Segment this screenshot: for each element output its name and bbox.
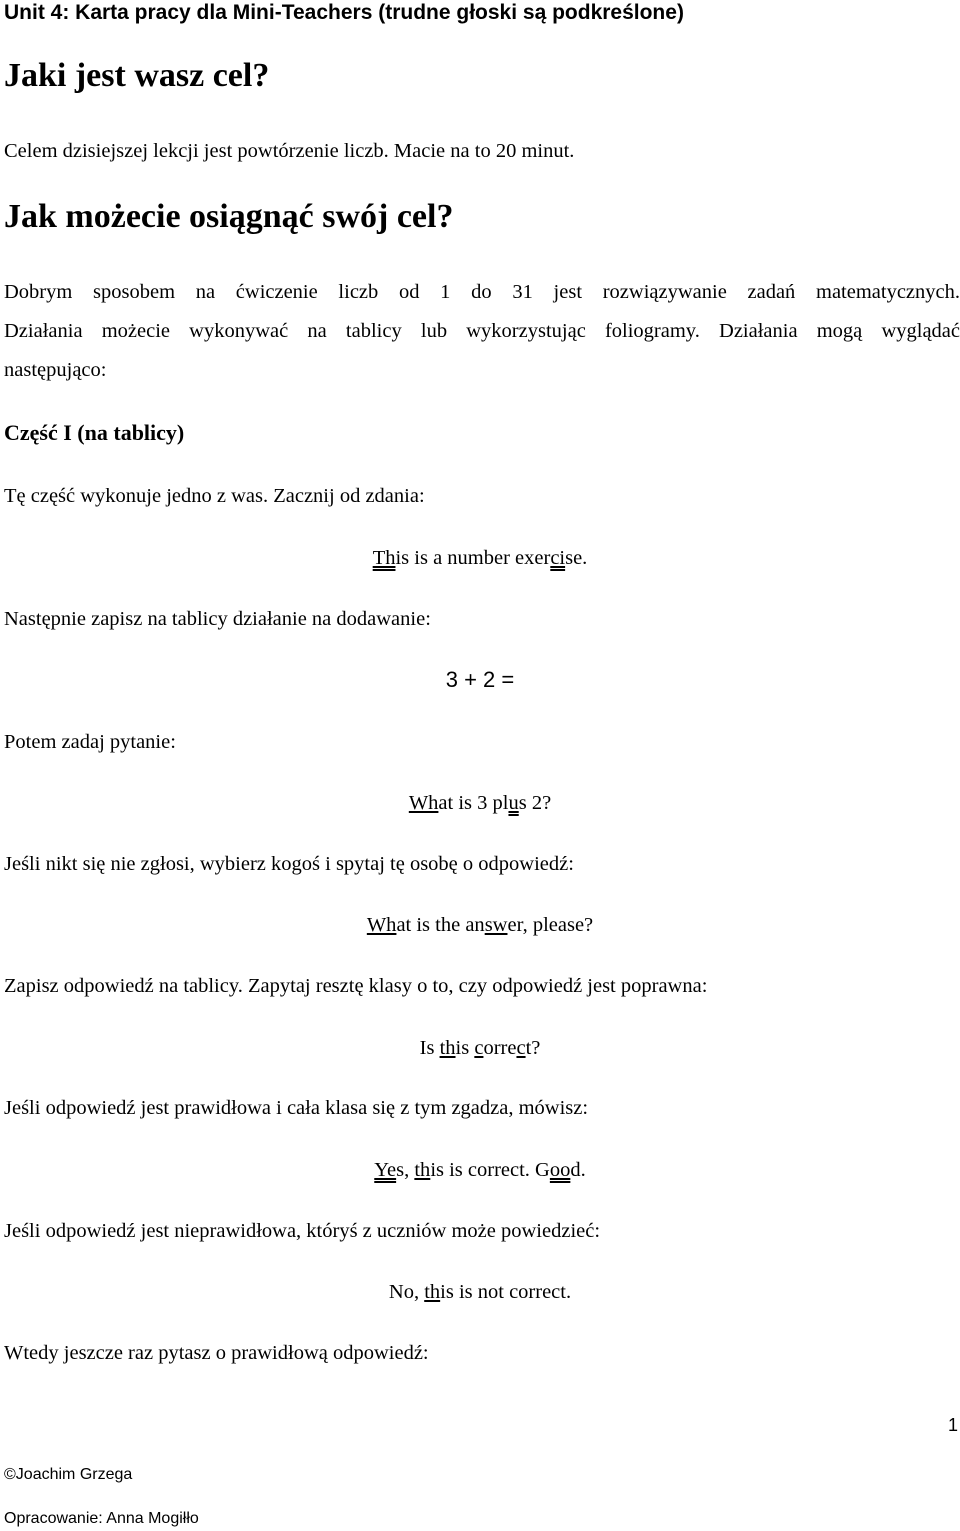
phrase-segment: Is (419, 1037, 440, 1059)
worksheet-header: Unit 4: Karta pracy dla Mini-Teachers (trudne głoski są podkreślone) (4, 1, 684, 24)
goal-heading: Jaki jest wasz cel? (4, 57, 270, 94)
phrase-segment-underlined: Wh (366, 914, 397, 936)
page-number: 1 (947, 1415, 958, 1435)
phrase-segment: at is 3 pl (438, 792, 509, 814)
phrase-segment: No, (388, 1281, 425, 1303)
phrase-segment: at is the an (396, 914, 485, 936)
again-instruction: Wtedy jeszcze raz pytasz o prawidłową odpowiedź: (4, 1342, 429, 1364)
phrase-not-correct (0, 1279, 960, 1305)
phrase-what-is-plus (0, 790, 960, 816)
phrase-what-is-answer (0, 912, 960, 938)
addition-formula: 3 + 2 = (445, 667, 515, 692)
part1-intro: Tę część wykonuje jedno z was. Zacznij od zdania: (4, 485, 425, 507)
footer-editor: Opracowanie: Anna Mogiłło (4, 1510, 199, 1527)
phrase-segment: s, (396, 1159, 415, 1181)
phrase-number-exercise (0, 545, 960, 571)
phrase-segment-underlined: c (516, 1037, 526, 1059)
phrase-yes-correct (0, 1157, 960, 1183)
phrase-segment-underlined: Th (372, 547, 396, 569)
phrase-segment-underlined: oo (549, 1159, 571, 1181)
how-text-line-2: Działania możecie wykonywać na tablicy lub wykorzystując foliogramy. Działania mogą wyglądać (4, 320, 960, 342)
how-heading: Jak możecie osiągnąć swój cel? (4, 198, 454, 235)
phrase-segment-underlined: c (474, 1037, 484, 1059)
part1-heading: Część I (na tablicy) (4, 420, 185, 445)
phrase-segment: s 2? (518, 792, 552, 814)
phrase-segment: is is correct. G (430, 1159, 550, 1181)
phrase-segment-underlined: ci (550, 547, 566, 569)
phrase-segment: er, please? (507, 914, 594, 936)
phrase-segment: orre (483, 1037, 517, 1059)
board-instruction: Następnie zapisz na tablicy działanie na dodawanie: (4, 608, 431, 630)
phrase-segment-underlined: th (414, 1159, 431, 1181)
phrase-segment-underlined: th (439, 1037, 456, 1059)
phrase-is-this-correct (0, 1035, 960, 1061)
footer-author: ©Joachim Grzega (4, 1466, 133, 1483)
how-text-line-1: Dobrym sposobem na ćwiczenie liczb od 1 do 31 jest rozwiązywanie zadań matematycznych. (4, 281, 960, 303)
write-instruction: Zapisz odpowiedź na tablicy. Zapytaj resztę klasy o to, czy odpowiedź jest poprawna: (4, 975, 708, 997)
phrase-segment-underlined: sw (484, 914, 508, 936)
phrase-segment: t? (525, 1037, 541, 1059)
phrase-segment: is (455, 1037, 475, 1059)
phrase-segment: is is a number exer (395, 547, 551, 569)
nobody-instruction: Jeśli nikt się nie zgłosi, wybierz kogoś i spytaj tę osobę o odpowiedź: (4, 853, 574, 875)
phrase-segment-underlined: th (424, 1281, 441, 1303)
if-wrong-instruction: Jeśli odpowiedź jest nieprawidłowa, któryś z uczniów może powiedzieć: (4, 1220, 601, 1242)
phrase-segment: se. (565, 547, 588, 569)
phrase-segment: is is not correct. (440, 1281, 572, 1303)
phrase-segment: d. (570, 1159, 586, 1181)
ask-instruction: Potem zadaj pytanie: (4, 731, 176, 753)
how-text-line-3: następująco: (4, 359, 107, 381)
phrase-segment-underlined: Wh (408, 792, 439, 814)
goal-text: Celem dzisiejszej lekcji jest powtórzenie liczb. Macie na to 20 minut. (4, 140, 575, 162)
phrase-segment-underlined: Ye (374, 1159, 397, 1181)
if-correct-instruction: Jeśli odpowiedź jest prawidłowa i cała klasa się z tym zgadza, mówisz: (4, 1097, 589, 1119)
phrase-segment-underlined: u (508, 792, 519, 814)
